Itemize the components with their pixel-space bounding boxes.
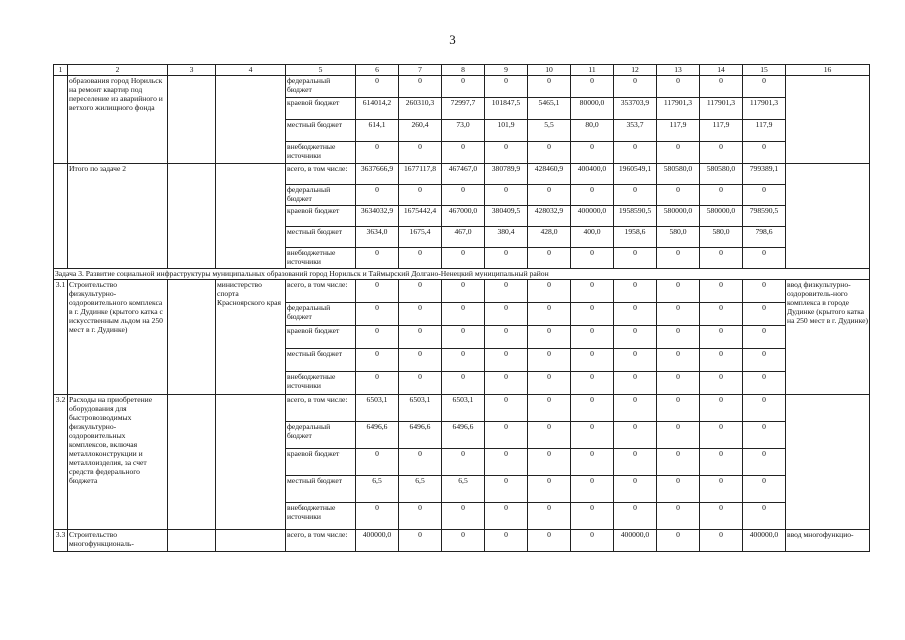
column-header: 11 bbox=[571, 65, 614, 76]
amount-cell: 0 bbox=[571, 476, 614, 503]
amount-cell: 6,5 bbox=[442, 476, 485, 503]
column-header: 2 bbox=[68, 65, 168, 76]
amount-cell: 428032,9 bbox=[528, 206, 571, 227]
amount-cell: 6503,1 bbox=[442, 395, 485, 422]
amount-cell: 0 bbox=[399, 76, 442, 98]
amount-cell: 80,0 bbox=[571, 120, 614, 142]
item-executor bbox=[216, 530, 286, 552]
amount-cell: 0 bbox=[614, 248, 657, 269]
column-header: 6 bbox=[356, 65, 399, 76]
funding-source: краевой бюджет bbox=[286, 449, 356, 476]
amount-cell: 6,5 bbox=[399, 476, 442, 503]
amount-cell: 3637666,9 bbox=[356, 164, 399, 185]
item-name: Строительство физкультурно-оздоровительного комплекса в г. Дудинке (крытого катка с искусственным льдом на 250 мест в г. Дудинке) bbox=[68, 280, 168, 395]
amount-cell: 117901,3 bbox=[743, 98, 786, 120]
amount-cell: 0 bbox=[743, 503, 786, 530]
amount-cell: 0 bbox=[657, 349, 700, 372]
column-header: 7 bbox=[399, 65, 442, 76]
amount-cell: 72997,7 bbox=[442, 98, 485, 120]
amount-cell: 0 bbox=[614, 326, 657, 349]
amount-cell: 0 bbox=[485, 349, 528, 372]
amount-cell: 0 bbox=[442, 280, 485, 303]
funding-source: краевой бюджет bbox=[286, 98, 356, 120]
amount-cell: 380789,9 bbox=[485, 164, 528, 185]
column-header: 16 bbox=[786, 65, 870, 76]
amount-cell: 0 bbox=[485, 303, 528, 326]
amount-cell: 0 bbox=[442, 248, 485, 269]
amount-cell: 0 bbox=[614, 349, 657, 372]
column-header: 10 bbox=[528, 65, 571, 76]
amount-cell: 0 bbox=[700, 76, 743, 98]
funding-source: всего, в том числе: bbox=[286, 280, 356, 303]
item-number: 3.2 bbox=[54, 395, 68, 530]
funding-source: федеральный бюджет bbox=[286, 422, 356, 449]
item-name: Расходы на приобретение оборудования для быстровозводимых физкультурно-оздоровительных комплексов, включая металлоконструкции и металлоизделия, за счет средств федерального бюджета bbox=[68, 395, 168, 530]
funding-source: внебюджетные источники bbox=[286, 503, 356, 530]
funding-source: местный бюджет bbox=[286, 227, 356, 248]
amount-cell: 0 bbox=[571, 185, 614, 206]
amount-cell: 0 bbox=[485, 248, 528, 269]
funding-source: местный бюджет bbox=[286, 349, 356, 372]
amount-cell: 0 bbox=[743, 303, 786, 326]
amount-cell: 0 bbox=[485, 449, 528, 476]
item-result-note bbox=[786, 395, 870, 530]
amount-cell: 0 bbox=[657, 530, 700, 552]
amount-cell: 117,9 bbox=[700, 120, 743, 142]
amount-cell: 0 bbox=[442, 303, 485, 326]
amount-cell: 0 bbox=[442, 349, 485, 372]
amount-cell: 0 bbox=[356, 349, 399, 372]
amount-cell: 0 bbox=[700, 449, 743, 476]
item-number bbox=[54, 76, 68, 164]
amount-cell: 0 bbox=[614, 503, 657, 530]
amount-cell: 0 bbox=[442, 449, 485, 476]
amount-cell: 0 bbox=[528, 422, 571, 449]
amount-cell: 0 bbox=[657, 395, 700, 422]
amount-cell: 580,0 bbox=[700, 227, 743, 248]
amount-cell: 0 bbox=[485, 372, 528, 395]
amount-cell: 0 bbox=[700, 349, 743, 372]
amount-cell: 467467,0 bbox=[442, 164, 485, 185]
amount-cell: 0 bbox=[657, 476, 700, 503]
empty-cell bbox=[168, 280, 216, 395]
amount-cell: 353703,9 bbox=[614, 98, 657, 120]
amount-cell: 0 bbox=[614, 142, 657, 164]
amount-cell: 0 bbox=[700, 372, 743, 395]
amount-cell: 0 bbox=[442, 372, 485, 395]
amount-cell: 0 bbox=[442, 76, 485, 98]
table-row bbox=[54, 164, 870, 185]
amount-cell: 1960549,1 bbox=[614, 164, 657, 185]
column-header: 4 bbox=[216, 65, 286, 76]
amount-cell: 0 bbox=[528, 303, 571, 326]
item-result-note bbox=[786, 164, 870, 269]
table-row bbox=[54, 395, 870, 422]
amount-cell: 380409,5 bbox=[485, 206, 528, 227]
item-number: 3.1 bbox=[54, 280, 68, 395]
amount-cell: 428460,9 bbox=[528, 164, 571, 185]
amount-cell: 0 bbox=[485, 422, 528, 449]
amount-cell: 0 bbox=[743, 248, 786, 269]
amount-cell: 0 bbox=[571, 530, 614, 552]
amount-cell: 0 bbox=[743, 185, 786, 206]
page-number: 3 bbox=[449, 32, 456, 47]
amount-cell: 0 bbox=[657, 422, 700, 449]
amount-cell: 0 bbox=[528, 372, 571, 395]
amount-cell: 799389,1 bbox=[743, 164, 786, 185]
funding-source: внебюджетные источники bbox=[286, 372, 356, 395]
amount-cell: 467,0 bbox=[442, 227, 485, 248]
empty-cell bbox=[168, 530, 216, 552]
amount-cell: 400000,0 bbox=[356, 530, 399, 552]
amount-cell: 0 bbox=[442, 142, 485, 164]
amount-cell: 0 bbox=[700, 280, 743, 303]
amount-cell: 117,9 bbox=[657, 120, 700, 142]
amount-cell: 5465,1 bbox=[528, 98, 571, 120]
amount-cell: 798,6 bbox=[743, 227, 786, 248]
item-result-note bbox=[786, 76, 870, 164]
amount-cell: 400400,0 bbox=[571, 164, 614, 185]
item-executor bbox=[216, 76, 286, 164]
amount-cell: 6,5 bbox=[356, 476, 399, 503]
table-body bbox=[54, 65, 870, 552]
amount-cell: 400000,0 bbox=[571, 206, 614, 227]
amount-cell: 0 bbox=[442, 530, 485, 552]
amount-cell: 0 bbox=[614, 303, 657, 326]
amount-cell: 580000,0 bbox=[657, 206, 700, 227]
task-row bbox=[54, 269, 870, 280]
funding-source: федеральный бюджет bbox=[286, 303, 356, 326]
amount-cell: 6503,1 bbox=[399, 395, 442, 422]
amount-cell: 1677117,8 bbox=[399, 164, 442, 185]
amount-cell: 0 bbox=[356, 142, 399, 164]
amount-cell: 6496,6 bbox=[356, 422, 399, 449]
amount-cell: 0 bbox=[700, 476, 743, 503]
amount-cell: 0 bbox=[700, 503, 743, 530]
amount-cell: 0 bbox=[657, 303, 700, 326]
amount-cell: 0 bbox=[700, 248, 743, 269]
amount-cell: 0 bbox=[743, 422, 786, 449]
amount-cell: 0 bbox=[571, 76, 614, 98]
amount-cell: 0 bbox=[614, 422, 657, 449]
amount-cell: 1958,6 bbox=[614, 227, 657, 248]
amount-cell: 798590,5 bbox=[743, 206, 786, 227]
amount-cell: 0 bbox=[743, 76, 786, 98]
amount-cell: 0 bbox=[571, 422, 614, 449]
column-header: 12 bbox=[614, 65, 657, 76]
funding-source: внебюджетные источники bbox=[286, 248, 356, 269]
amount-cell: 0 bbox=[700, 185, 743, 206]
amount-cell: 117,9 bbox=[743, 120, 786, 142]
amount-cell: 428,0 bbox=[528, 227, 571, 248]
column-header: 15 bbox=[743, 65, 786, 76]
amount-cell: 0 bbox=[700, 326, 743, 349]
amount-cell: 0 bbox=[528, 476, 571, 503]
amount-cell: 0 bbox=[571, 142, 614, 164]
funding-source: местный бюджет bbox=[286, 120, 356, 142]
amount-cell: 0 bbox=[399, 530, 442, 552]
amount-cell: 0 bbox=[356, 185, 399, 206]
amount-cell: 0 bbox=[485, 280, 528, 303]
amount-cell: 467000,0 bbox=[442, 206, 485, 227]
item-name: Итого по задаче 2 bbox=[68, 164, 168, 269]
amount-cell: 0 bbox=[528, 395, 571, 422]
amount-cell: 0 bbox=[614, 449, 657, 476]
amount-cell: 101847,5 bbox=[485, 98, 528, 120]
amount-cell: 580580,0 bbox=[700, 164, 743, 185]
amount-cell: 0 bbox=[399, 303, 442, 326]
amount-cell: 6496,6 bbox=[399, 422, 442, 449]
item-number: 3.3 bbox=[54, 530, 68, 552]
amount-cell: 0 bbox=[442, 185, 485, 206]
amount-cell: 0 bbox=[528, 142, 571, 164]
amount-cell: 0 bbox=[571, 326, 614, 349]
empty-cell bbox=[168, 164, 216, 269]
amount-cell: 0 bbox=[528, 76, 571, 98]
amount-cell: 1675,4 bbox=[399, 227, 442, 248]
amount-cell: 0 bbox=[356, 303, 399, 326]
amount-cell: 0 bbox=[571, 280, 614, 303]
amount-cell: 400,0 bbox=[571, 227, 614, 248]
amount-cell: 1675442,4 bbox=[399, 206, 442, 227]
empty-cell bbox=[168, 395, 216, 530]
funding-source: федеральный бюджет bbox=[286, 185, 356, 206]
amount-cell: 6496,6 bbox=[442, 422, 485, 449]
item-result-note: ввод многофункцио- bbox=[786, 530, 870, 552]
amount-cell: 0 bbox=[485, 503, 528, 530]
amount-cell: 614,1 bbox=[356, 120, 399, 142]
funding-source: местный бюджет bbox=[286, 476, 356, 503]
amount-cell: 0 bbox=[528, 449, 571, 476]
item-name: образования город Норильск на ремонт квартир под переселение из аварийного и ветхого жилищного фонда bbox=[68, 76, 168, 164]
amount-cell: 0 bbox=[743, 349, 786, 372]
amount-cell: 0 bbox=[356, 372, 399, 395]
amount-cell: 73,0 bbox=[442, 120, 485, 142]
amount-cell: 0 bbox=[399, 248, 442, 269]
amount-cell: 0 bbox=[743, 280, 786, 303]
amount-cell: 0 bbox=[356, 248, 399, 269]
amount-cell: 0 bbox=[571, 248, 614, 269]
amount-cell: 0 bbox=[743, 326, 786, 349]
funding-source: внебюджетные источники bbox=[286, 142, 356, 164]
header-row bbox=[54, 65, 870, 76]
task-heading: Задача 3. Развитие социальной инфраструктуры муниципальных образований город Норильск и Таймырский Долгано-Ненецкий муниципальный район bbox=[54, 269, 870, 280]
amount-cell: 5,5 bbox=[528, 120, 571, 142]
amount-cell: 0 bbox=[743, 372, 786, 395]
amount-cell: 3634,0 bbox=[356, 227, 399, 248]
amount-cell: 0 bbox=[399, 185, 442, 206]
amount-cell: 0 bbox=[399, 142, 442, 164]
amount-cell: 0 bbox=[657, 449, 700, 476]
amount-cell: 0 bbox=[399, 503, 442, 530]
amount-cell: 0 bbox=[571, 349, 614, 372]
item-number bbox=[54, 164, 68, 269]
amount-cell: 0 bbox=[485, 395, 528, 422]
amount-cell: 0 bbox=[571, 395, 614, 422]
amount-cell: 0 bbox=[657, 76, 700, 98]
amount-cell: 0 bbox=[399, 326, 442, 349]
amount-cell: 353,7 bbox=[614, 120, 657, 142]
item-executor: министерство спорта Красноярского края bbox=[216, 280, 286, 395]
amount-cell: 0 bbox=[743, 142, 786, 164]
amount-cell: 0 bbox=[485, 476, 528, 503]
amount-cell: 0 bbox=[399, 349, 442, 372]
column-header: 3 bbox=[168, 65, 216, 76]
amount-cell: 0 bbox=[528, 326, 571, 349]
amount-cell: 260310,3 bbox=[399, 98, 442, 120]
amount-cell: 0 bbox=[442, 503, 485, 530]
amount-cell: 0 bbox=[399, 280, 442, 303]
column-header: 14 bbox=[700, 65, 743, 76]
amount-cell: 400000,0 bbox=[743, 530, 786, 552]
amount-cell: 1958590,5 bbox=[614, 206, 657, 227]
column-header: 8 bbox=[442, 65, 485, 76]
column-header: 1 bbox=[54, 65, 68, 76]
amount-cell: 0 bbox=[657, 326, 700, 349]
amount-cell: 0 bbox=[657, 248, 700, 269]
amount-cell: 0 bbox=[571, 303, 614, 326]
amount-cell: 0 bbox=[571, 503, 614, 530]
amount-cell: 0 bbox=[528, 349, 571, 372]
amount-cell: 0 bbox=[700, 142, 743, 164]
amount-cell: 0 bbox=[614, 76, 657, 98]
amount-cell: 80000,0 bbox=[571, 98, 614, 120]
amount-cell: 580000,0 bbox=[700, 206, 743, 227]
table-row bbox=[54, 280, 870, 303]
amount-cell: 0 bbox=[700, 422, 743, 449]
amount-cell: 117901,3 bbox=[657, 98, 700, 120]
amount-cell: 0 bbox=[528, 280, 571, 303]
amount-cell: 0 bbox=[442, 326, 485, 349]
amount-cell: 0 bbox=[356, 326, 399, 349]
column-header: 5 bbox=[286, 65, 356, 76]
amount-cell: 0 bbox=[485, 142, 528, 164]
item-executor bbox=[216, 395, 286, 530]
amount-cell: 400000,0 bbox=[614, 530, 657, 552]
column-header: 13 bbox=[657, 65, 700, 76]
amount-cell: 0 bbox=[743, 476, 786, 503]
amount-cell: 0 bbox=[528, 503, 571, 530]
amount-cell: 0 bbox=[657, 372, 700, 395]
amount-cell: 0 bbox=[657, 185, 700, 206]
funding-source: всего, в том числе: bbox=[286, 530, 356, 552]
amount-cell: 0 bbox=[528, 248, 571, 269]
amount-cell: 0 bbox=[356, 503, 399, 530]
amount-cell: 580,0 bbox=[657, 227, 700, 248]
amount-cell: 101,9 bbox=[485, 120, 528, 142]
funding-source: краевой бюджет bbox=[286, 326, 356, 349]
amount-cell: 0 bbox=[657, 503, 700, 530]
amount-cell: 0 bbox=[528, 530, 571, 552]
amount-cell: 0 bbox=[614, 372, 657, 395]
amount-cell: 0 bbox=[614, 280, 657, 303]
amount-cell: 6503,1 bbox=[356, 395, 399, 422]
amount-cell: 614014,2 bbox=[356, 98, 399, 120]
amount-cell: 0 bbox=[485, 530, 528, 552]
amount-cell: 380,4 bbox=[485, 227, 528, 248]
amount-cell: 3634032,9 bbox=[356, 206, 399, 227]
item-executor bbox=[216, 164, 286, 269]
item-name: Строительство многофункциональ- bbox=[68, 530, 168, 552]
funding-source: всего, в том числе: bbox=[286, 164, 356, 185]
funding-source: всего, в том числе: bbox=[286, 395, 356, 422]
amount-cell: 0 bbox=[657, 142, 700, 164]
amount-cell: 0 bbox=[571, 372, 614, 395]
empty-cell bbox=[168, 76, 216, 164]
amount-cell: 0 bbox=[700, 303, 743, 326]
column-header: 9 bbox=[485, 65, 528, 76]
amount-cell: 0 bbox=[743, 395, 786, 422]
amount-cell: 0 bbox=[700, 530, 743, 552]
amount-cell: 0 bbox=[356, 449, 399, 476]
amount-cell: 0 bbox=[700, 395, 743, 422]
amount-cell: 0 bbox=[485, 185, 528, 206]
amount-cell: 0 bbox=[356, 280, 399, 303]
budget-table bbox=[53, 64, 870, 552]
amount-cell: 0 bbox=[528, 185, 571, 206]
table-row bbox=[54, 530, 870, 552]
amount-cell: 0 bbox=[614, 395, 657, 422]
funding-source: федеральный бюджет bbox=[286, 76, 356, 98]
item-result-note: ввод физкультурно-оздоровитель-ного комплекса в городе Дудинке (крытого катка на 250 мест в г. Дудинке) bbox=[786, 280, 870, 395]
amount-cell: 0 bbox=[614, 185, 657, 206]
amount-cell: 0 bbox=[743, 449, 786, 476]
amount-cell: 0 bbox=[399, 372, 442, 395]
table-row bbox=[54, 76, 870, 98]
amount-cell: 0 bbox=[657, 280, 700, 303]
amount-cell: 0 bbox=[485, 76, 528, 98]
amount-cell: 580580,0 bbox=[657, 164, 700, 185]
amount-cell: 117901,3 bbox=[700, 98, 743, 120]
amount-cell: 0 bbox=[614, 476, 657, 503]
funding-source: краевой бюджет bbox=[286, 206, 356, 227]
amount-cell: 0 bbox=[571, 449, 614, 476]
amount-cell: 0 bbox=[356, 76, 399, 98]
amount-cell: 0 bbox=[485, 326, 528, 349]
amount-cell: 260,4 bbox=[399, 120, 442, 142]
amount-cell: 0 bbox=[399, 449, 442, 476]
